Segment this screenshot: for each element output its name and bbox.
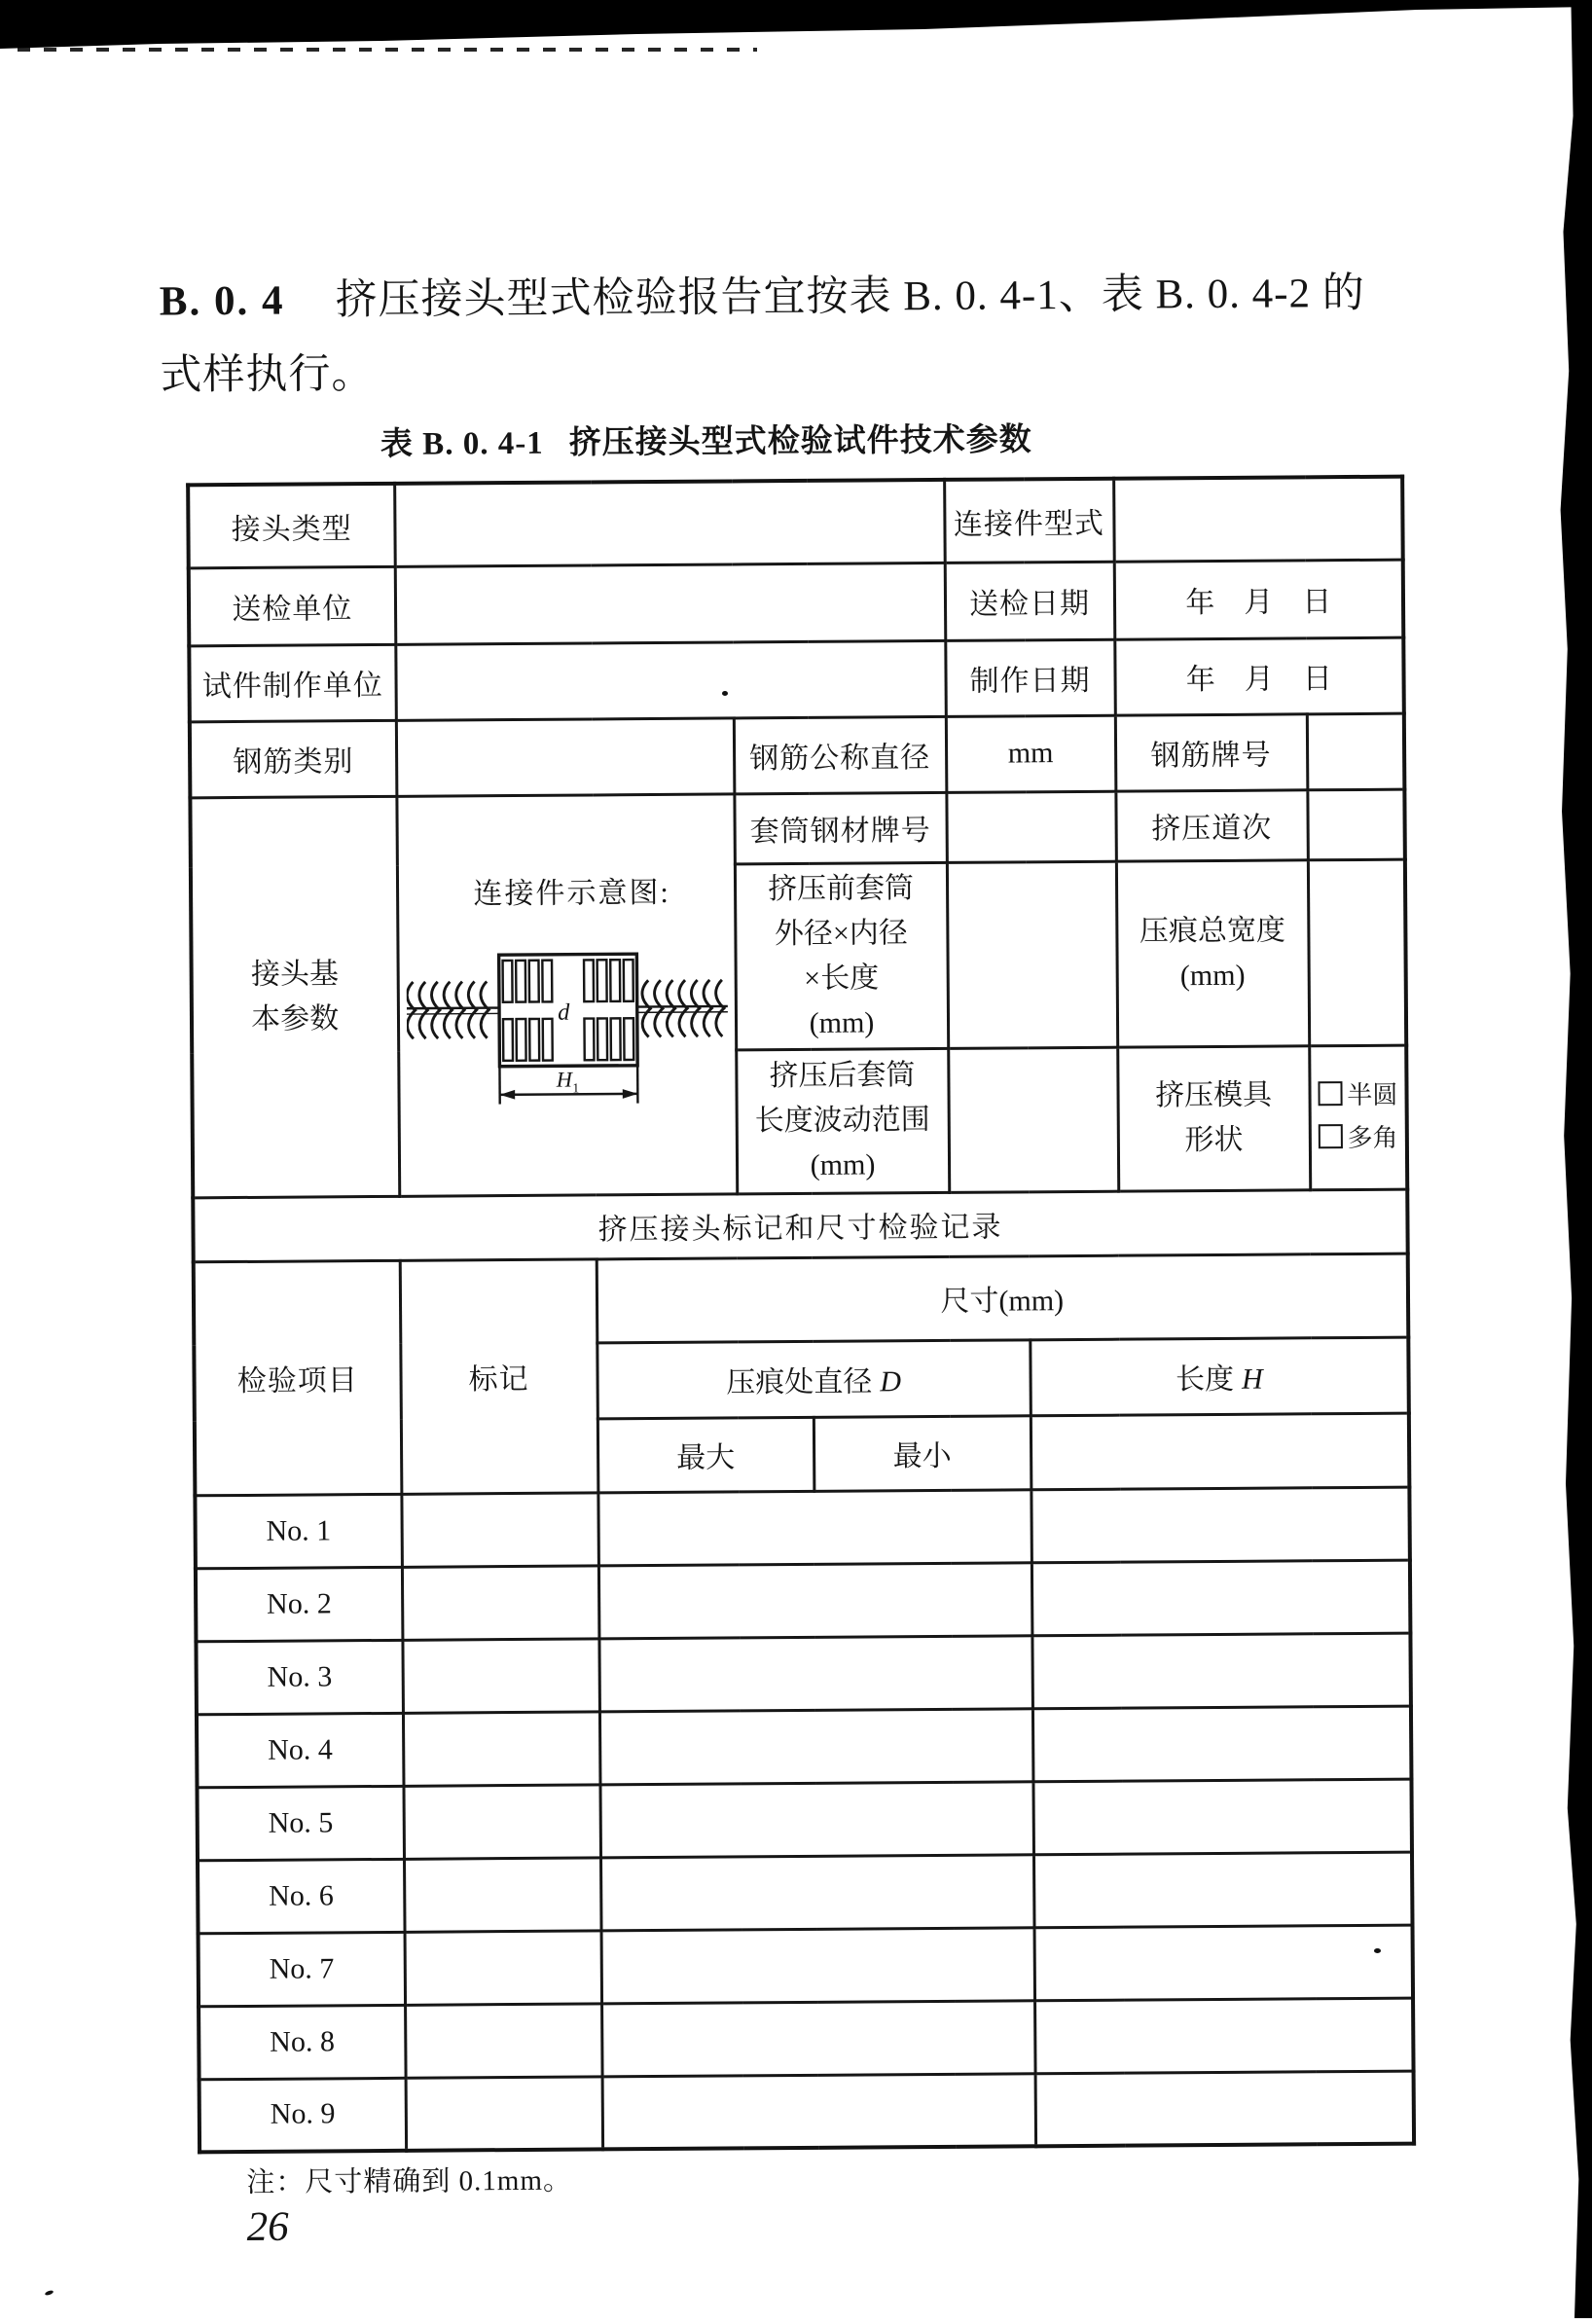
make-date-label: 制作日期 <box>945 639 1115 716</box>
submit-unit-value-cell <box>395 563 946 644</box>
size-header: 尺寸(mm) <box>597 1253 1409 1343</box>
section-number: B. 0. 4 <box>160 278 285 325</box>
specimen-row <box>197 1706 1411 1788</box>
diameter-cell <box>598 1562 1032 1638</box>
heading-text: 挤压接头型式检验报告宜按表 B. 0. 4-1、表 B. 0. 4-2 的 <box>335 271 1365 323</box>
diameter-cell <box>598 1635 1032 1711</box>
record-section-title: 挤压接头标记和尺寸检验记录 <box>193 1189 1407 1262</box>
page-number: 26 <box>246 2203 288 2251</box>
length-cell <box>1033 1852 1413 1928</box>
rebar-class-value-cell <box>396 717 735 795</box>
row-sleeve-steel <box>190 789 1404 868</box>
die-shape-options <box>1309 1045 1407 1190</box>
specimen-maker-label: 试件制作单位 <box>189 644 396 721</box>
diagram-d-label: d <box>558 999 570 1025</box>
mark-cell <box>403 1711 600 1785</box>
joint-type-label: 接头类型 <box>188 484 395 567</box>
rebar-grade-value-cell <box>1307 713 1405 790</box>
row-rebar <box>190 713 1405 798</box>
diameter-cell <box>599 1781 1033 1857</box>
specimen-row <box>199 1925 1413 2007</box>
diameter-cell <box>599 1708 1033 1784</box>
specimen-row <box>196 1633 1410 1715</box>
length-cell <box>1034 1925 1414 2001</box>
specimen-label: No. 9 <box>199 2078 407 2152</box>
min-header: 最小 <box>814 1415 1031 1491</box>
mark-cell <box>405 1930 602 2004</box>
mark-cell <box>402 1565 599 1639</box>
specimen-row <box>196 1560 1410 1642</box>
sleeve-steel-value-cell <box>946 791 1115 862</box>
length-cell <box>1035 2071 1415 2147</box>
sleeve-after-value-cell <box>948 1047 1118 1192</box>
specimen-label: No. 1 <box>195 1494 402 1568</box>
diameter-cell <box>597 1489 1031 1565</box>
diagram-h-subscript: 1 <box>572 1080 579 1095</box>
die-shape-option-polygon: 多角 <box>1315 1117 1401 1161</box>
specimen-row <box>198 1852 1412 1934</box>
specimen-label: No. 2 <box>196 1567 403 1641</box>
mark-header: 标记 <box>400 1258 598 1493</box>
specimen-label: No. 6 <box>198 1859 405 1933</box>
die-shape-option-semicircle: 半圆 <box>1315 1074 1401 1118</box>
mark-cell <box>406 2076 603 2150</box>
diameter-cell <box>601 1927 1035 2003</box>
specimen-maker-value-cell <box>395 640 946 720</box>
rebar-class-label: 钢筋类别 <box>190 720 397 797</box>
rebar-diameter-unit: mm <box>946 715 1116 792</box>
joint-type-value-cell <box>394 480 945 566</box>
connector-diagram <box>406 927 728 1114</box>
mark-cell <box>401 1492 598 1566</box>
specimen-label: No. 8 <box>199 2005 406 2079</box>
specimen-row <box>199 1998 1413 2080</box>
row-size-header <box>194 1253 1409 1346</box>
length-cell <box>1032 1779 1412 1855</box>
submit-date-label: 送检日期 <box>945 562 1115 640</box>
connector-diagram-cell <box>396 793 737 1195</box>
rebar-grade-label: 钢筋牌号 <box>1115 713 1308 790</box>
sleeve-before-value-cell <box>947 861 1117 1048</box>
table-title: 挤压接头型式检验试件技术参数 <box>569 422 1032 460</box>
row-submit-unit <box>189 560 1404 646</box>
diameter-cell <box>602 2073 1036 2149</box>
make-date-value: 年 月 日 <box>1114 637 1404 715</box>
submit-unit-label: 送检单位 <box>189 566 396 645</box>
length-cell <box>1034 1998 1414 2074</box>
diameter-cell <box>600 1854 1034 1930</box>
mark-cell <box>403 1784 600 1858</box>
table-number: 表 B. 0. 4-1 <box>380 426 544 462</box>
specimen-row <box>195 1487 1409 1569</box>
table-note: 注：尺寸精确到 0.1mm。 <box>246 2159 572 2200</box>
length-cell <box>1031 1560 1411 1636</box>
length-cell <box>1031 1633 1411 1709</box>
specimen-label: No. 5 <box>197 1786 404 1860</box>
press-passes-value-cell <box>1307 789 1405 860</box>
checkbox-icon <box>1318 1081 1342 1106</box>
length-subheader-cell <box>1031 1413 1410 1490</box>
inspect-item-header: 检验项目 <box>194 1260 402 1495</box>
specimen-label: No. 7 <box>199 1932 406 2006</box>
row-joint-type <box>188 477 1403 568</box>
sleeve-steel-label: 套筒钢材牌号 <box>734 792 946 864</box>
section-heading <box>160 256 1465 413</box>
heading-line-1 <box>160 256 1464 339</box>
row-record-section <box>193 1189 1407 1262</box>
diagram-h-label: H <box>555 1067 573 1091</box>
specimen-row <box>199 2071 1414 2153</box>
specimen-label: No. 3 <box>196 1640 403 1714</box>
heading-line-2: 式样执行。 <box>160 330 1464 413</box>
basic-params-label: 接头基 本参数 <box>190 796 399 1197</box>
connector-type-label: 连接件型式 <box>944 479 1114 563</box>
die-shape-label: 挤压模具 形状 <box>1117 1045 1310 1190</box>
diagram-label: 连接件示意图: <box>414 867 729 912</box>
mark-cell <box>404 1857 601 1931</box>
length-cell <box>1032 1706 1412 1782</box>
checkbox-icon <box>1318 1124 1342 1148</box>
inspection-form-table <box>186 475 1416 2155</box>
mark-cell <box>405 2003 602 2077</box>
submit-date-value: 年 月 日 <box>1114 560 1404 639</box>
length-cell <box>1031 1487 1410 1563</box>
length-header: 长度 H <box>1030 1337 1409 1416</box>
max-header: 最大 <box>597 1417 814 1493</box>
table-caption <box>186 413 1227 465</box>
sleeve-before-label: 挤压前套筒 外径×内径 ×长度 (mm) <box>735 862 948 1050</box>
row-specimen-maker <box>189 637 1404 722</box>
diameter-cell <box>601 2000 1035 2076</box>
indent-diameter-header: 压痕处直径 D <box>597 1339 1031 1418</box>
specimen-label: No. 4 <box>197 1713 404 1787</box>
mark-cell <box>402 1638 599 1712</box>
specimen-row <box>197 1779 1411 1861</box>
press-passes-label: 挤压道次 <box>1115 789 1307 860</box>
indent-width-value-cell <box>1308 859 1406 1046</box>
indent-width-label: 压痕总宽度 (mm) <box>1116 859 1309 1046</box>
connector-type-value-cell <box>1113 477 1403 562</box>
sleeve-after-label: 挤压后套筒 长度波动范围 (mm) <box>736 1048 949 1194</box>
rebar-diameter-label: 钢筋公称直径 <box>734 716 947 794</box>
